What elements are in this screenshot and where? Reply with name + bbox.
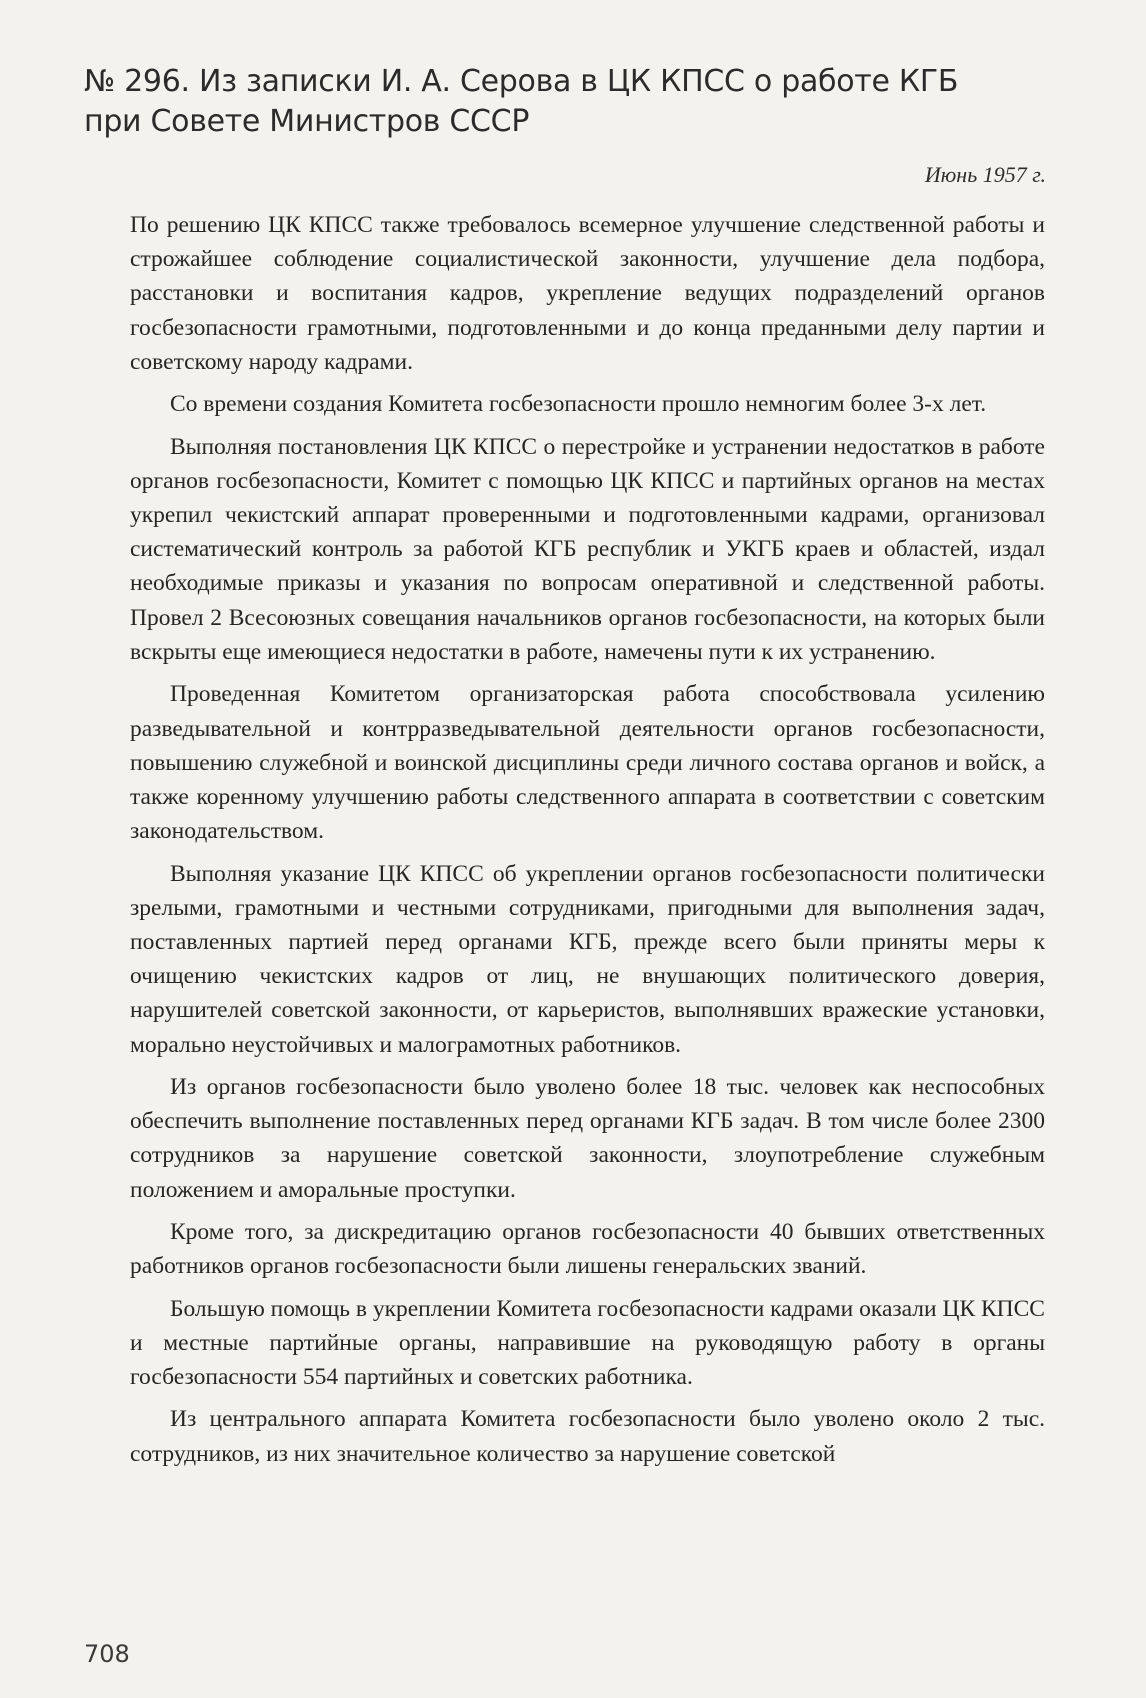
paragraph: Со времени создания Комитета госбезопасности прошло немногим более 3-х лет. bbox=[170, 391, 987, 418]
paragraph: Выполняя указание ЦК КПСС об укреплении органов госбезопасности политически зрелыми, грамотными и честными сотрудниками, пригодными для выполнения задач, поставленных партией перед органами КГБ, прежде всего были приняты меры к очищению чекистских кадров от лиц, не внушающих политического доверия, нарушителей советской законности, от карьеристов, выполнявших вражеские установки, морально неустойчивых и малограмотных работников. bbox=[130, 860, 1045, 1058]
document-body bbox=[130, 208, 1045, 1479]
paragraph: Из органов госбезопасности было уволено более 18 тыс. человек как неспособных обеспечить выполнение поставленных перед органами КГБ задач. В том числе более 2300 сотрудников за нарушение советской законности, злоупотребление служебным положением и аморальные проступки. bbox=[130, 1073, 1045, 1203]
paragraph: Большую помощь в укреплении Комитета госбезопасности кадрами оказали ЦК КПСС и местные партийные органы, направившие на руководящую работу в органы госбезопасности 554 партийных и советских работника. bbox=[130, 1295, 1045, 1391]
paragraph: Проведенная Комитетом организаторская работа способствовала усилению разведывательной и контрразведывательной деятельности органов госбезопасности, повышению служебной и воинской дисциплины среди личного состава органов и войск, а также коренному улучшению работы следственного аппарата в соответствии с советским законодательством. bbox=[130, 681, 1045, 845]
document-title: № 296. Из записки И. А. Серова в ЦК КПСС о работе КГБ при Совете Министров СССР bbox=[84, 64, 959, 139]
document-date: Июнь 1957 г. bbox=[924, 162, 1046, 187]
paragraph: Выполняя постановления ЦК КПСС о перестройке и устранении недостатков в работе органов госбезопасности, Комитет с помощью ЦК КПСС и партийных органов на местах укрепил чекистский аппарат проверенными и подготовленными кадрами, организовал систематический контроль за работой КГБ республик и УКГБ краев и областей, издал необходимые приказы и указания по вопросам оперативной и следственной работы. Провел 2 Всесоюзных совещания начальников органов госбезопасности, на которых были вскрыты еще имеющиеся недостатки в работе, намечены пути к их устранению. bbox=[130, 433, 1045, 665]
paragraph: По решению ЦК КПСС также требовалось всемерное улучшение следственной работы и строжайшее соблюдение социалистической законности, улучшение дела подбора, расстановки и воспитания кадров, укрепление ведущих подразделений органов госбезопасности грамотными, подготовленными и до конца преданными делу партии и советскому народу кадрами. bbox=[130, 212, 1045, 375]
paragraph: Из центрального аппарата Комитета госбезопасности было уволено около 2 тыс. сотрудников, из них значительное количество за нарушение советской bbox=[130, 1406, 1045, 1467]
page-number: 708 bbox=[84, 1640, 130, 1668]
paragraph: Кроме того, за дискредитацию органов госбезопасности 40 бывших ответственных работников органов госбезопасности были лишены генеральских званий. bbox=[130, 1219, 1045, 1280]
